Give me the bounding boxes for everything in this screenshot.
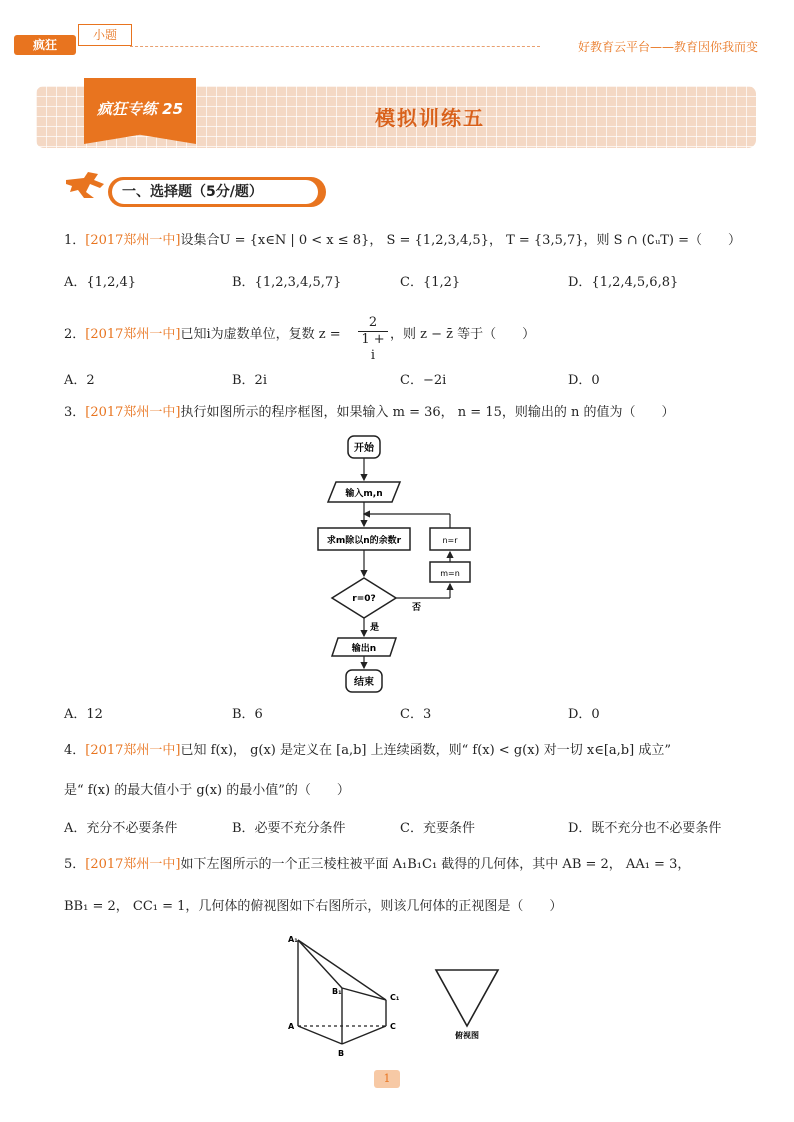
flow-process-label: 求m除以n的余数r xyxy=(326,536,402,546)
fraction-denominator: 1 + i xyxy=(361,332,385,363)
question-5 xyxy=(64,856,690,874)
question-text: 如下左图所示的一个正三棱柱被平面 A₁B₁C₁ 截得的几何体，其中 AB = 2， AA₁ = 3， xyxy=(180,857,691,872)
flow-start-label: 开始 xyxy=(354,443,374,454)
option-b: B．6 xyxy=(232,707,263,722)
option-d: D．0 xyxy=(568,373,600,388)
header-divider xyxy=(130,46,540,47)
option-c: C．{1,2} xyxy=(400,275,461,290)
top-view-triangle xyxy=(436,970,498,1026)
question-source: [2017郑州一中] xyxy=(85,405,181,420)
option-a: A．充分不必要条件 xyxy=(64,821,178,836)
header-slogan: 好教育云平台——教育因你我而变 xyxy=(577,40,758,54)
flow-assign-m-label: m=n xyxy=(440,569,460,578)
question-1 xyxy=(64,232,741,250)
option-b: B．必要不充分条件 xyxy=(232,821,346,836)
runner-icon xyxy=(64,170,114,200)
question-source: [2017郑州一中] xyxy=(85,857,181,872)
option-d: D．既不充分也不必要条件 xyxy=(568,821,722,836)
question-number: 5． xyxy=(64,857,86,872)
question-source: [2017郑州一中] xyxy=(85,327,181,342)
option-d: D．{1,2,4,5,6,8} xyxy=(568,275,679,290)
flow-output-label: 输出n xyxy=(351,644,377,654)
option-c: C．充要条件 xyxy=(400,821,475,836)
label-c: C xyxy=(390,1022,396,1031)
option-c: C．−2i xyxy=(400,373,447,388)
flow-no-label: 否 xyxy=(412,603,422,613)
question-source: [2017郑州一中] xyxy=(85,233,181,248)
question-2 xyxy=(64,326,341,344)
label-b: B xyxy=(338,1049,345,1058)
question-text: 已知 f(x)， g(x) 是定义在 [a,b] 上连续函数，则“ f(x) < g(x) 对一切 x∈[a,b] 成立” xyxy=(180,743,671,758)
label-a: A xyxy=(288,1022,295,1031)
option-c: C．3 xyxy=(400,707,432,722)
question-5-cont: BB₁ = 2， CC₁ = 1，几何体的俯视图如下右图所示，则该几何体的正视图是（ ） xyxy=(64,899,563,914)
fraction xyxy=(358,315,388,364)
banner-ribbon-text: 疯狂专练 25 xyxy=(96,100,184,118)
question-number: 3． xyxy=(64,405,86,420)
question-3 xyxy=(64,404,675,422)
flowchart xyxy=(300,430,490,698)
question-text: 设集合U = {x∈N | 0 < x ≤ 8}， S = {1,2,3,4,5}， T = {3,5,7}，则 S ∩ (∁ᵤT) =（ ） xyxy=(180,233,742,248)
question-number: 4． xyxy=(64,743,86,758)
flow-decision-label: r=0? xyxy=(352,594,376,604)
flow-assign-n-label: n=r xyxy=(442,536,458,545)
geometry-figure xyxy=(280,930,520,1060)
label-c1: C₁ xyxy=(390,993,400,1002)
question-number: 2． xyxy=(64,327,86,342)
option-a: A．12 xyxy=(64,707,103,722)
option-b: B．{1,2,3,4,5,7} xyxy=(232,275,342,290)
question-source: [2017郑州一中] xyxy=(85,743,181,758)
question-text-cont: ，则 z − z̄ 等于（ ） xyxy=(390,327,536,342)
header-badge: 疯狂 xyxy=(14,35,76,55)
question-text: 执行如图所示的程序框图，如果输入 m = 36， n = 15，则输出的 n 的值为（ ） xyxy=(180,405,675,420)
question-text: 已知i为虚数单位，复数 z = xyxy=(180,327,341,342)
page-number: 1 xyxy=(374,1070,400,1088)
question-number: 1． xyxy=(64,233,86,248)
option-a: A．2 xyxy=(64,373,95,388)
flow-yes-label: 是 xyxy=(370,623,380,633)
page-title: 模拟训练五 xyxy=(375,106,485,130)
flow-end-label: 结束 xyxy=(354,677,374,688)
option-b: B．2i xyxy=(232,373,267,388)
option-d: D．0 xyxy=(568,707,600,722)
question-4-cont: 是“ f(x) 的最大值小于 g(x) 的最小值”的（ ） xyxy=(64,783,350,798)
option-a: A．{1,2,4} xyxy=(64,275,137,290)
label-b1: B₁ xyxy=(332,987,342,996)
flow-input-label: 输入m,n xyxy=(345,489,383,499)
label-a1: A₁ xyxy=(288,935,298,944)
section-title: 一、选择题（5分/题） xyxy=(112,180,318,204)
header-tag: 小题 xyxy=(78,24,132,46)
top-view-label: 俯视图 xyxy=(455,1031,479,1040)
fraction-numerator: 2 xyxy=(358,315,388,332)
question-4 xyxy=(64,742,671,760)
